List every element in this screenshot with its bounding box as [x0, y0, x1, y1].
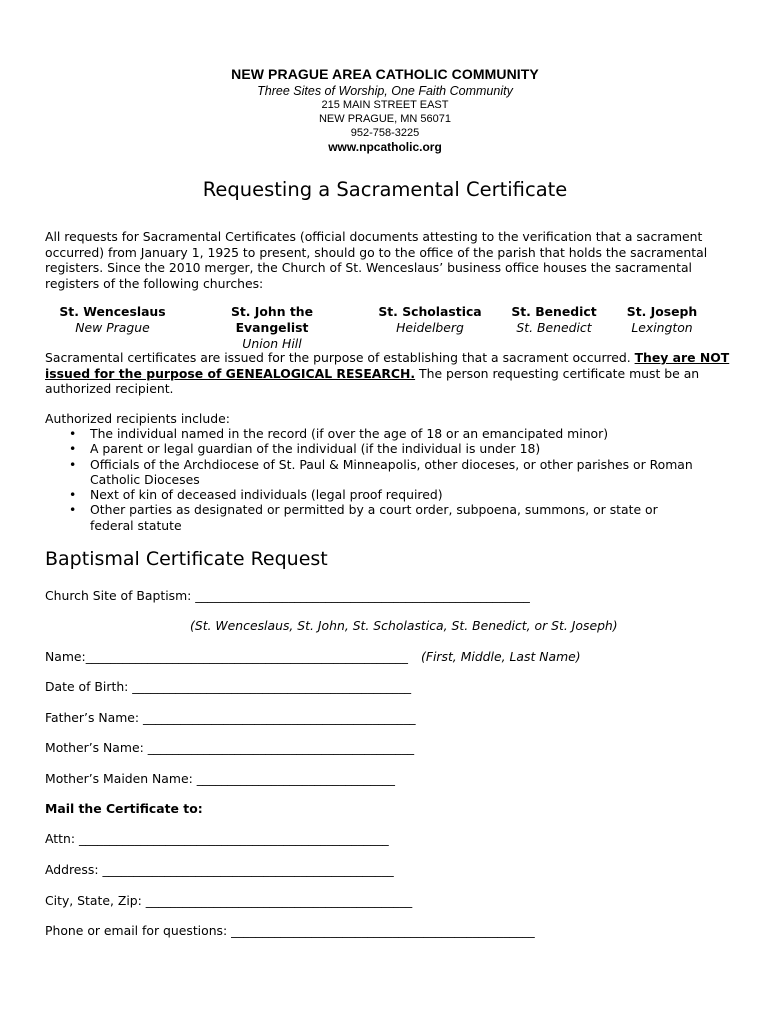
- list-item-text: Officials of the Archdiocese of St. Paul & Minneapolis, other dioceses, or other parishes or Roman Catholic Dioceses: [90, 456, 693, 487]
- list-item: [45, 457, 735, 488]
- mail-heading: Mail the Certificate to:: [45, 801, 203, 816]
- church-name: St. Scholastica: [378, 304, 482, 319]
- bullet-icon: •: [69, 456, 77, 472]
- church-site-field[interactable]: Church Site of Baptism: ______________________________________________________: [45, 588, 530, 603]
- list-item: [45, 502, 735, 533]
- address-line-1: 215 MAIN STREET EAST: [321, 99, 449, 111]
- tagline: Three Sites of Worship, One Faith Community: [257, 84, 513, 98]
- church-joseph: [618, 304, 706, 336]
- page-title: Requesting a Sacramental Certificate: [202, 178, 568, 201]
- church-location: Union Hill: [242, 336, 302, 351]
- list-item: [45, 441, 735, 456]
- name-field[interactable]: Name:____________________________________________________: [45, 649, 408, 664]
- address-field[interactable]: Address: _______________________________________________: [45, 862, 394, 877]
- church-site-hint: (St. Wenceslaus, St. John, St. Scholastica, St. Benedict, or St. Joseph): [190, 618, 618, 633]
- website-link[interactable]: www.npcatholic.org: [328, 140, 442, 154]
- phone-email-field[interactable]: Phone or email for questions: _________________________________________________: [45, 923, 535, 938]
- father-name-field[interactable]: Father’s Name: ____________________________________________: [45, 710, 416, 725]
- bullet-icon: •: [69, 487, 77, 503]
- mother-maiden-name-field[interactable]: Mother’s Maiden Name: ________________________________: [45, 771, 395, 786]
- form-heading: Baptismal Certificate Request: [45, 548, 328, 570]
- recipients-list: [45, 426, 735, 533]
- bullet-icon: •: [69, 441, 77, 457]
- genealogy-warning: They are NOT issued for the purpose of GENEALOGICAL RESEARCH.: [45, 350, 730, 381]
- church-name: St. Wenceslaus: [59, 304, 166, 319]
- list-item-text: The individual named in the record (if over the age of 18 or an emancipated minor): [90, 426, 609, 441]
- list-item: [45, 426, 735, 441]
- name-hint: (First, Middle, Last Name): [421, 649, 581, 664]
- church-name: St. Benedict: [511, 304, 597, 319]
- church-john: [193, 304, 351, 352]
- organization-name: NEW PRAGUE AREA CATHOLIC COMMUNITY: [231, 66, 539, 82]
- city-state-zip-field[interactable]: City, State, Zip: ___________________________________________: [45, 893, 413, 908]
- purpose-text: Sacramental certificates are issued for the purpose of establishing that a sacrament occurred.: [45, 350, 635, 365]
- recipients-heading: Authorized recipients include:: [45, 411, 230, 426]
- address-line-2: NEW PRAGUE, MN 56071: [318, 113, 452, 125]
- church-scholastica: [370, 304, 490, 336]
- church-name: St. Joseph: [626, 304, 698, 319]
- phone-number: 952-758-3225: [350, 127, 420, 139]
- list-item-text: Other parties as designated or permitted by a court order, subpoena, summons, or state or federal statute: [90, 502, 658, 533]
- church-location: Lexington: [631, 320, 693, 335]
- mother-name-field[interactable]: Mother’s Name: ___________________________________________: [45, 740, 415, 755]
- list-item-text: Next of kin of deceased individuals (legal proof required): [90, 487, 443, 503]
- list-item: [45, 487, 735, 502]
- church-location: Heidelberg: [396, 320, 464, 335]
- date-of-birth-field[interactable]: Date of Birth: _____________________________________________: [45, 679, 412, 694]
- church-wenceslaus: [50, 304, 175, 336]
- intro-paragraph: All requests for Sacramental Certificates (official documents attesting to the verification that a sacrament occurred) from January 1, 1925 to present, should go to the office of the parish that holds the sacramental registers. Since the 2010 merger, the Church of St. Wenceslaus’ business office houses the sacramental registers of the following churches:: [45, 229, 708, 291]
- church-name: St. John the Evangelist: [230, 304, 314, 335]
- church-location: New Prague: [75, 320, 150, 335]
- purpose-text-end: The person requesting certificate must be an authorized recipient.: [45, 365, 700, 396]
- purpose-paragraph: [45, 350, 735, 397]
- attn-field[interactable]: Attn: __________________________________________________: [45, 831, 389, 846]
- church-location: St. Benedict: [516, 320, 592, 335]
- bullet-icon: •: [69, 426, 77, 441]
- bullet-icon: •: [69, 502, 77, 518]
- church-benedict: [500, 304, 608, 336]
- list-item-text: A parent or legal guardian of the individual (if the individual is under 18): [90, 441, 541, 457]
